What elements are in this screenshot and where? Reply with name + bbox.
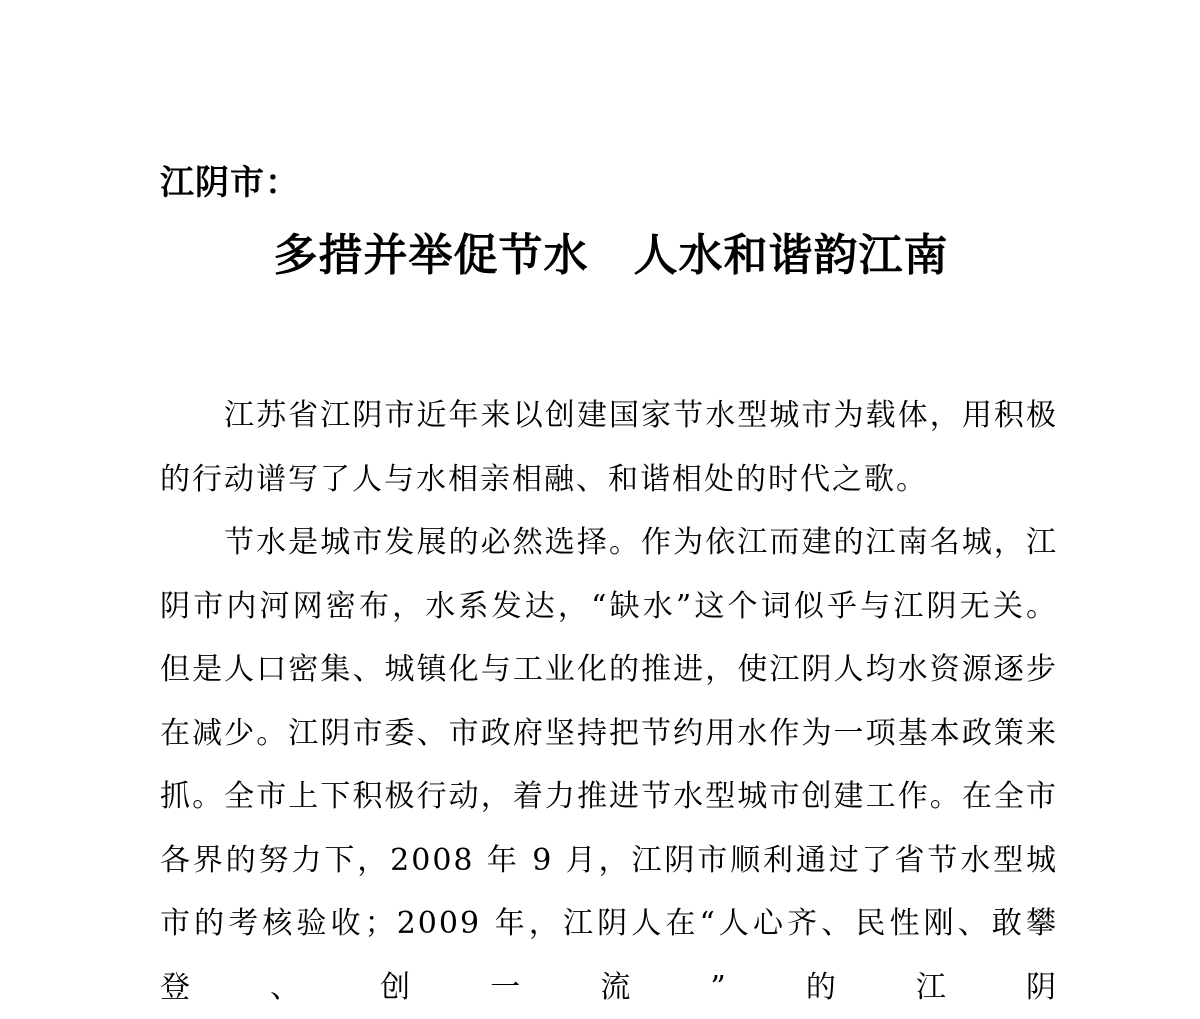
paragraph-1: 江苏省江阴市近年来以创建国家节水型城市为载体，用积极的行动谱写了人与水相亲相融、和谐相处的时代之歌。: [160, 398, 1058, 497]
article-body: [160, 384, 1058, 1019]
article-title: 多措并举促节水 人水和谐韵江南: [273, 230, 949, 281]
region-label: 江阴市：: [160, 163, 300, 203]
paragraph-2: 节水是城市发展的必然选择。作为依江而建的江南名城，江阴市内河网密布，水系发达，“缺水”这个词似乎与江阴无关。但是人口密集、城镇化与工业化的推进，使江阴人均水资源逐步在减少。江阴市委、市政府坚持把节约用水作为一项基本政策来抓。全市上下积极行动，着力推进节水型城市创建工作。在全市各界的努力下，2008 年 9 月，江阴市顺利通过了省节水型城市的考核验收；2009 年，江阴人在“人心齐、民性刚、敢攀登、创一流”的江阴: [160, 525, 1058, 1005]
